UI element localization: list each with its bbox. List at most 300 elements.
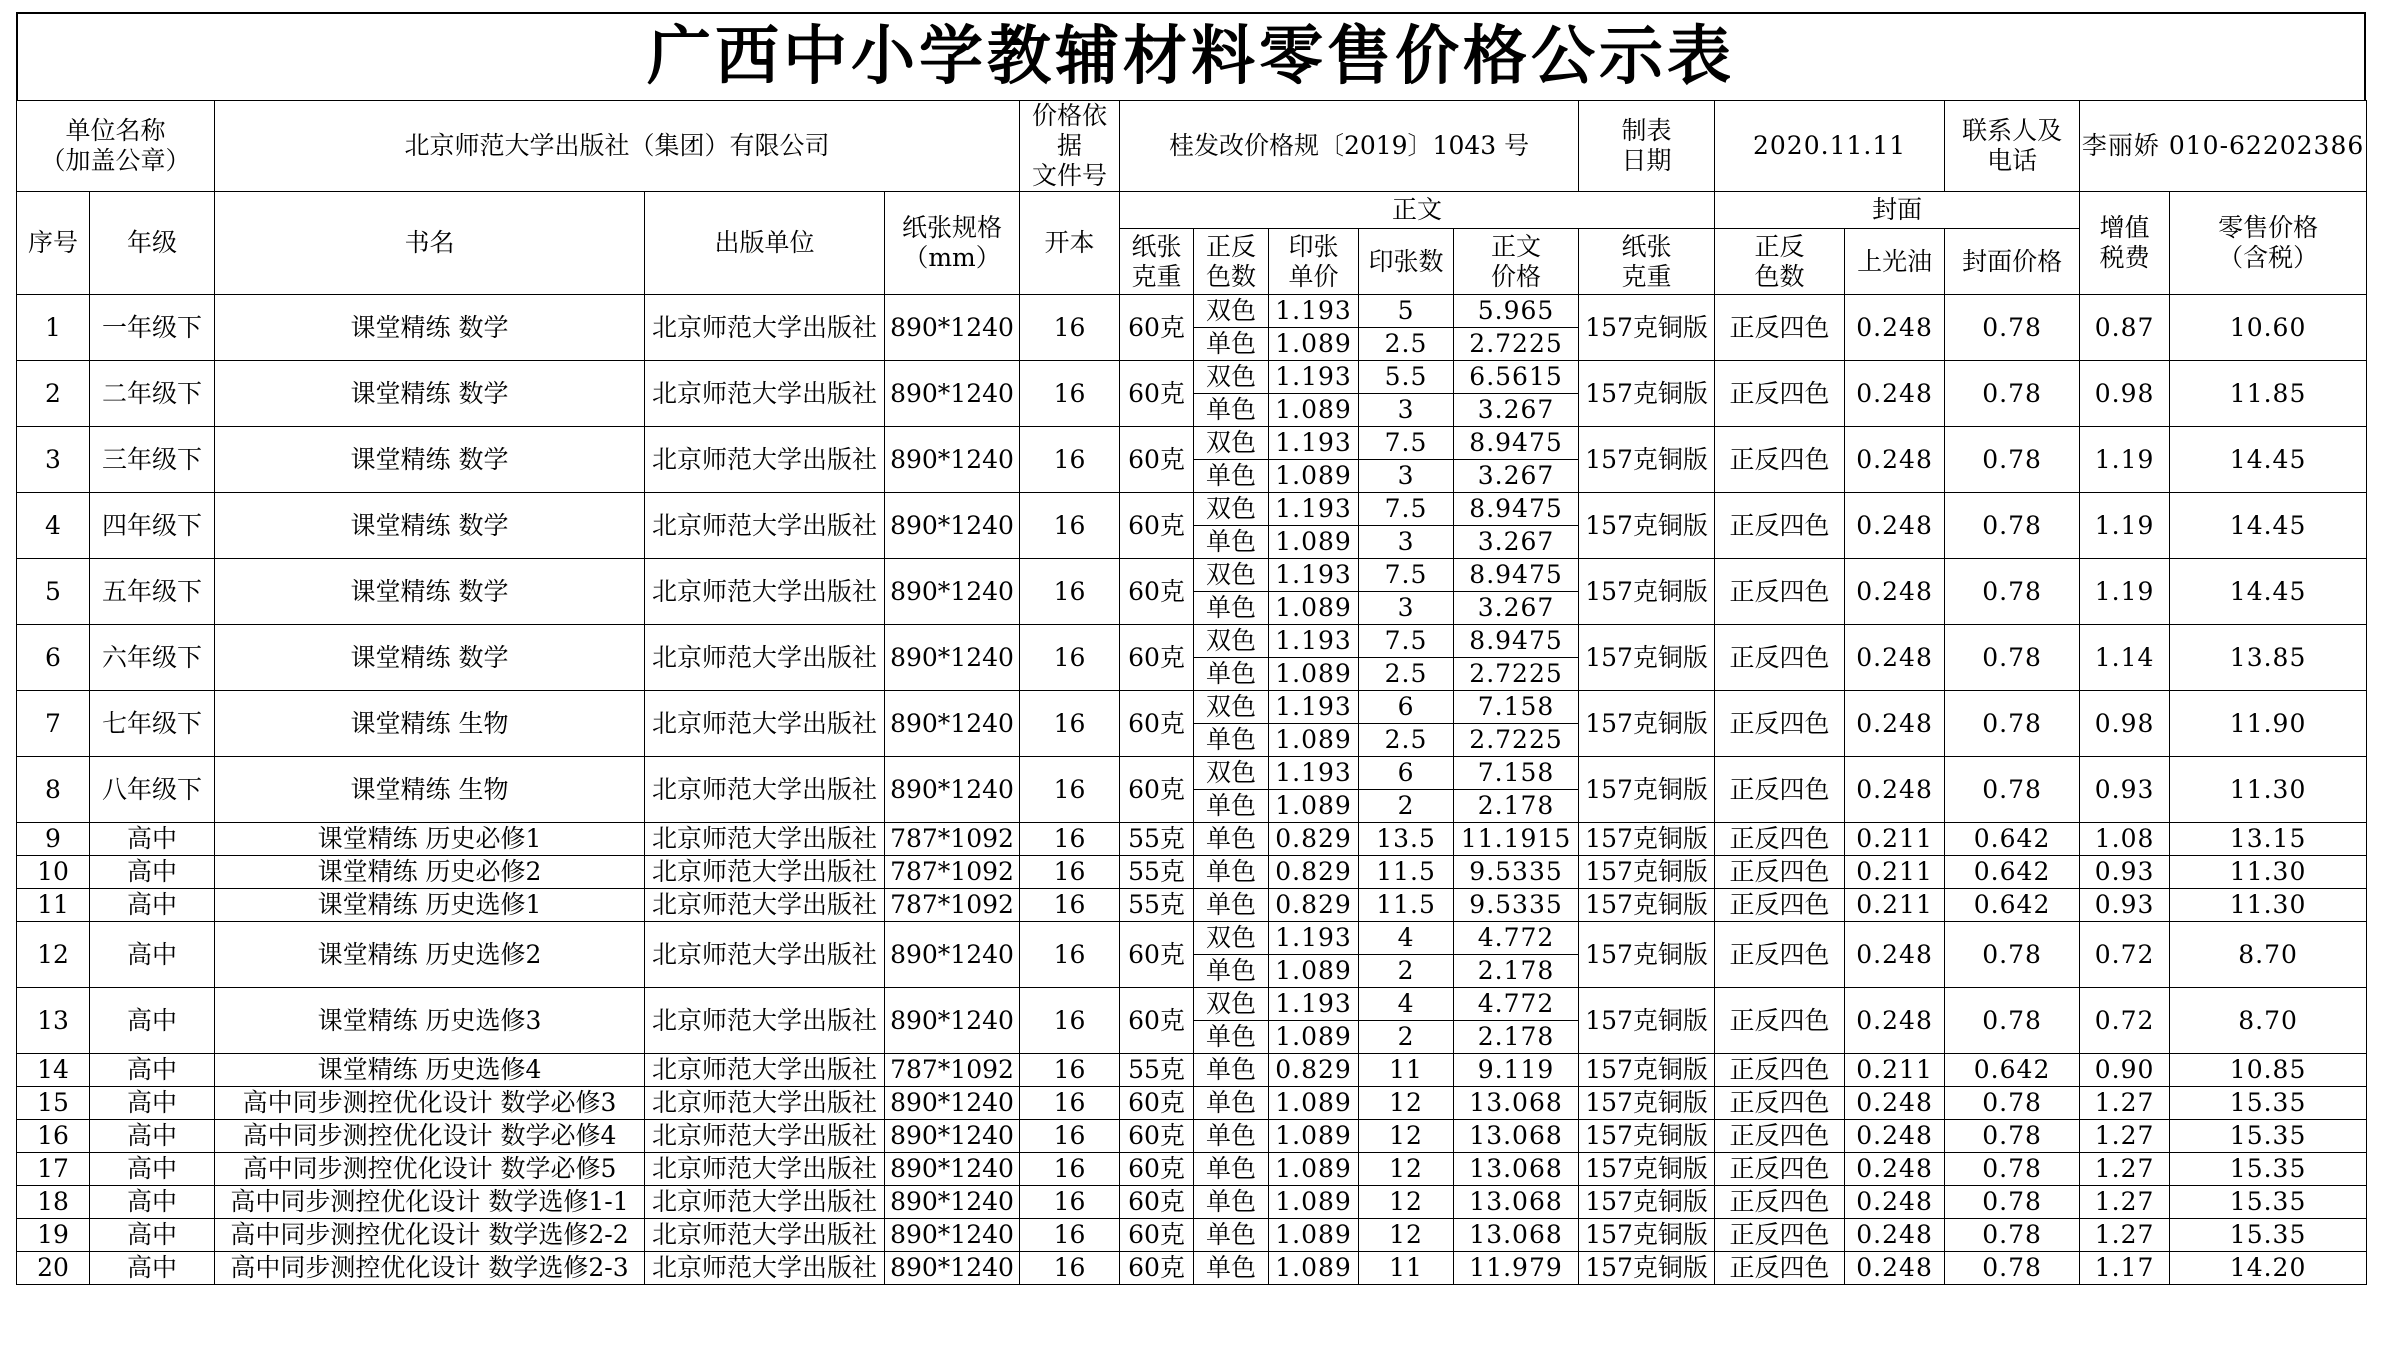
- cell-vat: 1.14: [2080, 625, 2170, 691]
- cell-gloss: 0.248: [1845, 559, 1945, 625]
- cell-unit-price: 1.089: [1269, 1219, 1359, 1252]
- header-format: 开本: [1020, 192, 1120, 295]
- cell-sheets: 11: [1359, 1054, 1454, 1087]
- cell-vat: 1.17: [2080, 1252, 2170, 1285]
- cell-cover-paper: 157克铜版: [1579, 625, 1715, 691]
- cell-body-price: 8.9475: [1454, 427, 1579, 460]
- price-basis-label: 价格依据 文件号: [1020, 101, 1120, 192]
- cell-body-gsm: 60克: [1120, 295, 1194, 361]
- cell-cover-color: 正反四色: [1715, 625, 1845, 691]
- cell-grade: 高中: [90, 1252, 215, 1285]
- cell-grade: 高中: [90, 922, 215, 988]
- cell-sheets: 11: [1359, 1252, 1454, 1285]
- cell-grade: 高中: [90, 889, 215, 922]
- cell-vat: 0.90: [2080, 1054, 2170, 1087]
- unit-label: 单位名称 （加盖公章）: [17, 101, 215, 192]
- header-body-color: 正反 色数: [1194, 229, 1269, 295]
- cell-cover-color: 正反四色: [1715, 889, 1845, 922]
- cell-body-gsm: 60克: [1120, 691, 1194, 757]
- cell-cover-paper: 157克铜版: [1579, 988, 1715, 1054]
- cell-format: 16: [1020, 757, 1120, 823]
- cell-format: 16: [1020, 295, 1120, 361]
- cell-sheets: 6: [1359, 757, 1454, 790]
- cell-body-color: 单色: [1194, 1252, 1269, 1285]
- cell-body-price: 4.772: [1454, 922, 1579, 955]
- cell-cover-color: 正反四色: [1715, 1252, 1845, 1285]
- cell-grade: 四年级下: [90, 493, 215, 559]
- cell-cover-paper: 157克铜版: [1579, 1219, 1715, 1252]
- header-vat: 增值 税费: [2080, 192, 2170, 295]
- cell-book: 课堂精练 历史选修1: [215, 889, 645, 922]
- cell-publisher: 北京师范大学出版社: [645, 361, 885, 427]
- cell-sheets: 12: [1359, 1219, 1454, 1252]
- cell-vat: 1.19: [2080, 559, 2170, 625]
- cell-body-price: 13.068: [1454, 1153, 1579, 1186]
- cell-format: 16: [1020, 427, 1120, 493]
- cell-vat: 0.72: [2080, 988, 2170, 1054]
- cell-book: 课堂精练 数学: [215, 493, 645, 559]
- cell-cover-color: 正反四色: [1715, 361, 1845, 427]
- cell-body-color: 双色: [1194, 988, 1269, 1021]
- cell-retail: 14.45: [2170, 493, 2367, 559]
- cell-sheets: 12: [1359, 1153, 1454, 1186]
- header-body-gsm: 纸张 克重: [1120, 229, 1194, 295]
- cell-body-color: 单色: [1194, 592, 1269, 625]
- cell-book: 高中同步测控优化设计 数学选修2-2: [215, 1219, 645, 1252]
- cell-paper-size: 890*1240: [885, 988, 1020, 1054]
- cell-body-price: 2.178: [1454, 790, 1579, 823]
- cell-book: 课堂精练 历史必修2: [215, 856, 645, 889]
- cell-sheets: 2: [1359, 955, 1454, 988]
- cell-retail: 11.90: [2170, 691, 2367, 757]
- cell-unit-price: 0.829: [1269, 823, 1359, 856]
- cell-cover-price: 0.642: [1945, 856, 2080, 889]
- cell-paper-size: 890*1240: [885, 691, 1020, 757]
- cell-book: 课堂精练 数学: [215, 559, 645, 625]
- cell-body-color: 双色: [1194, 427, 1269, 460]
- cell-body-color: 双色: [1194, 922, 1269, 955]
- cell-gloss: 0.248: [1845, 922, 1945, 988]
- cell-body-price: 7.158: [1454, 691, 1579, 724]
- cell-body-gsm: 60克: [1120, 757, 1194, 823]
- cell-seq: 13: [17, 988, 90, 1054]
- cell-format: 16: [1020, 493, 1120, 559]
- cell-body-color: 单色: [1194, 1120, 1269, 1153]
- header-cover-price: 封面价格: [1945, 229, 2080, 295]
- cell-body-price: 8.9475: [1454, 559, 1579, 592]
- price-table: [16, 100, 2367, 1285]
- cell-unit-price: 1.089: [1269, 658, 1359, 691]
- cell-unit-price: 1.193: [1269, 625, 1359, 658]
- cell-unit-price: 1.193: [1269, 427, 1359, 460]
- cell-seq: 19: [17, 1219, 90, 1252]
- cell-body-color: 单色: [1194, 1054, 1269, 1087]
- cell-body-color: 双色: [1194, 361, 1269, 394]
- cell-cover-color: 正反四色: [1715, 757, 1845, 823]
- cell-retail: 10.60: [2170, 295, 2367, 361]
- cell-book: 课堂精练 数学: [215, 427, 645, 493]
- cell-sheets: 2: [1359, 790, 1454, 823]
- cell-body-gsm: 55克: [1120, 889, 1194, 922]
- cell-paper-size: 890*1240: [885, 1153, 1020, 1186]
- cell-grade: 一年级下: [90, 295, 215, 361]
- cell-vat: 0.93: [2080, 757, 2170, 823]
- cell-cover-price: 0.78: [1945, 559, 2080, 625]
- header-body-price: 正文 价格: [1454, 229, 1579, 295]
- cell-sheets: 2.5: [1359, 724, 1454, 757]
- cell-sheets: 3: [1359, 526, 1454, 559]
- cell-body-color: 单色: [1194, 790, 1269, 823]
- cell-format: 16: [1020, 691, 1120, 757]
- table-row: [17, 1252, 2367, 1285]
- cell-body-color: 单色: [1194, 328, 1269, 361]
- cell-seq: 17: [17, 1153, 90, 1186]
- table-row: [17, 1120, 2367, 1153]
- cell-book: 课堂精练 数学: [215, 295, 645, 361]
- table-row: [17, 856, 2367, 889]
- cell-sheets: 2: [1359, 1021, 1454, 1054]
- cell-cover-color: 正反四色: [1715, 427, 1845, 493]
- cell-unit-price: 1.193: [1269, 361, 1359, 394]
- cell-cover-color: 正反四色: [1715, 1120, 1845, 1153]
- cell-retail: 13.15: [2170, 823, 2367, 856]
- cell-publisher: 北京师范大学出版社: [645, 427, 885, 493]
- table-row: [17, 1186, 2367, 1219]
- header-book: 书名: [215, 192, 645, 295]
- cell-format: 16: [1020, 361, 1120, 427]
- header-retail: 零售价格 （含税）: [2170, 192, 2367, 295]
- cell-paper-size: 890*1240: [885, 1219, 1020, 1252]
- cell-publisher: 北京师范大学出版社: [645, 625, 885, 691]
- cell-body-color: 单色: [1194, 1021, 1269, 1054]
- cell-format: 16: [1020, 1087, 1120, 1120]
- cell-seq: 5: [17, 559, 90, 625]
- cell-retail: 11.30: [2170, 889, 2367, 922]
- price-basis-value: 桂发改价格规〔2019〕1043 号: [1120, 101, 1579, 192]
- cell-sheets: 12: [1359, 1120, 1454, 1153]
- cell-book: 课堂精练 生物: [215, 691, 645, 757]
- table-row: [17, 988, 2367, 1021]
- table-row: [17, 1219, 2367, 1252]
- cell-paper-size: 787*1092: [885, 889, 1020, 922]
- cell-grade: 八年级下: [90, 757, 215, 823]
- cell-cover-paper: 157克铜版: [1579, 559, 1715, 625]
- cell-body-color: 单色: [1194, 658, 1269, 691]
- cell-seq: 8: [17, 757, 90, 823]
- cell-cover-paper: 157克铜版: [1579, 691, 1715, 757]
- cell-grade: 六年级下: [90, 625, 215, 691]
- cell-sheets: 11.5: [1359, 889, 1454, 922]
- cell-vat: 0.87: [2080, 295, 2170, 361]
- contact-value: 李丽娇 010-62202386: [2080, 101, 2367, 192]
- cell-cover-price: 0.78: [1945, 625, 2080, 691]
- cell-gloss: 0.248: [1845, 361, 1945, 427]
- cell-cover-paper: 157克铜版: [1579, 889, 1715, 922]
- header-unit-price: 印张 单价: [1269, 229, 1359, 295]
- cell-cover-paper: 157克铜版: [1579, 1087, 1715, 1120]
- cell-seq: 3: [17, 427, 90, 493]
- header-body-group: 正文: [1120, 192, 1715, 229]
- cell-cover-color: 正反四色: [1715, 295, 1845, 361]
- cell-body-color: 单色: [1194, 1087, 1269, 1120]
- cell-paper-size: 890*1240: [885, 559, 1020, 625]
- cell-cover-paper: 157克铜版: [1579, 823, 1715, 856]
- table-row: [17, 1054, 2367, 1087]
- cell-book: 高中同步测控优化设计 数学必修5: [215, 1153, 645, 1186]
- cell-seq: 2: [17, 361, 90, 427]
- table-row: [17, 889, 2367, 922]
- cell-grade: 七年级下: [90, 691, 215, 757]
- cell-unit-price: 0.829: [1269, 889, 1359, 922]
- table-row: [17, 559, 2367, 592]
- cell-seq: 6: [17, 625, 90, 691]
- cell-cover-paper: 157克铜版: [1579, 1153, 1715, 1186]
- cell-sheets: 11.5: [1359, 856, 1454, 889]
- cell-book: 高中同步测控优化设计 数学选修1-1: [215, 1186, 645, 1219]
- cell-gloss: 0.248: [1845, 493, 1945, 559]
- cell-seq: 20: [17, 1252, 90, 1285]
- cell-seq: 1: [17, 295, 90, 361]
- cell-retail: 15.35: [2170, 1087, 2367, 1120]
- cell-body-price: 8.9475: [1454, 493, 1579, 526]
- cell-body-color: 双色: [1194, 493, 1269, 526]
- cell-publisher: 北京师范大学出版社: [645, 1087, 885, 1120]
- cell-retail: 8.70: [2170, 922, 2367, 988]
- cell-publisher: 北京师范大学出版社: [645, 757, 885, 823]
- cell-gloss: 0.248: [1845, 1186, 1945, 1219]
- cell-vat: 0.93: [2080, 856, 2170, 889]
- cell-publisher: 北京师范大学出版社: [645, 1252, 885, 1285]
- cell-grade: 高中: [90, 1219, 215, 1252]
- cell-vat: 1.08: [2080, 823, 2170, 856]
- cell-gloss: 0.248: [1845, 1120, 1945, 1153]
- cell-cover-paper: 157克铜版: [1579, 922, 1715, 988]
- cell-cover-color: 正反四色: [1715, 988, 1845, 1054]
- cell-book: 课堂精练 历史必修1: [215, 823, 645, 856]
- cell-publisher: 北京师范大学出版社: [645, 922, 885, 988]
- cell-paper-size: 890*1240: [885, 493, 1020, 559]
- cell-grade: 高中: [90, 1087, 215, 1120]
- cell-unit-price: 1.193: [1269, 757, 1359, 790]
- cell-unit-price: 1.089: [1269, 328, 1359, 361]
- cell-seq: 10: [17, 856, 90, 889]
- header-seq: 序号: [17, 192, 90, 295]
- cell-body-gsm: 60克: [1120, 493, 1194, 559]
- cell-body-price: 11.1915: [1454, 823, 1579, 856]
- header-cover-group: 封面: [1715, 192, 2080, 229]
- cell-sheets: 4: [1359, 988, 1454, 1021]
- cell-format: 16: [1020, 988, 1120, 1054]
- cell-body-price: 3.267: [1454, 592, 1579, 625]
- cell-grade: 高中: [90, 856, 215, 889]
- cell-cover-color: 正反四色: [1715, 1054, 1845, 1087]
- cell-cover-price: 0.78: [1945, 757, 2080, 823]
- cell-body-price: 9.5335: [1454, 856, 1579, 889]
- cell-unit-price: 1.089: [1269, 1120, 1359, 1153]
- cell-publisher: 北京师范大学出版社: [645, 889, 885, 922]
- cell-paper-size: 890*1240: [885, 757, 1020, 823]
- cell-body-gsm: 60克: [1120, 1186, 1194, 1219]
- cell-body-price: 2.7225: [1454, 724, 1579, 757]
- cell-cover-paper: 157克铜版: [1579, 1186, 1715, 1219]
- cell-body-price: 3.267: [1454, 526, 1579, 559]
- cell-body-price: 3.267: [1454, 460, 1579, 493]
- cell-paper-size: 890*1240: [885, 1120, 1020, 1153]
- cell-retail: 10.85: [2170, 1054, 2367, 1087]
- cell-gloss: 0.248: [1845, 1252, 1945, 1285]
- cell-body-price: 2.7225: [1454, 328, 1579, 361]
- cell-body-gsm: 55克: [1120, 856, 1194, 889]
- cell-cover-color: 正反四色: [1715, 691, 1845, 757]
- cell-body-gsm: 60克: [1120, 1252, 1194, 1285]
- cell-book: 课堂精练 数学: [215, 625, 645, 691]
- cell-unit-price: 1.089: [1269, 1087, 1359, 1120]
- cell-format: 16: [1020, 1120, 1120, 1153]
- cell-body-gsm: 60克: [1120, 625, 1194, 691]
- cell-unit-price: 1.089: [1269, 394, 1359, 427]
- cell-cover-paper: 157克铜版: [1579, 493, 1715, 559]
- cell-cover-price: 0.78: [1945, 922, 2080, 988]
- cell-gloss: 0.248: [1845, 1219, 1945, 1252]
- cell-retail: 15.35: [2170, 1186, 2367, 1219]
- cell-paper-size: 890*1240: [885, 1186, 1020, 1219]
- cell-cover-color: 正反四色: [1715, 1186, 1845, 1219]
- cell-gloss: 0.248: [1845, 988, 1945, 1054]
- cell-body-color: 单色: [1194, 724, 1269, 757]
- cell-cover-color: 正反四色: [1715, 1153, 1845, 1186]
- cell-unit-price: 1.089: [1269, 1252, 1359, 1285]
- cell-body-gsm: 60克: [1120, 1120, 1194, 1153]
- cell-gloss: 0.248: [1845, 295, 1945, 361]
- cell-sheets: 4: [1359, 922, 1454, 955]
- cell-cover-paper: 157克铜版: [1579, 757, 1715, 823]
- cell-retail: 8.70: [2170, 988, 2367, 1054]
- header-paper-size: 纸张规格 （mm）: [885, 192, 1020, 295]
- cell-vat: 1.27: [2080, 1120, 2170, 1153]
- cell-cover-color: 正反四色: [1715, 1087, 1845, 1120]
- cell-cover-paper: 157克铜版: [1579, 361, 1715, 427]
- cell-cover-price: 0.78: [1945, 1087, 2080, 1120]
- cell-retail: 15.35: [2170, 1153, 2367, 1186]
- cell-retail: 14.20: [2170, 1252, 2367, 1285]
- cell-unit-price: 1.089: [1269, 1021, 1359, 1054]
- cell-sheets: 3: [1359, 460, 1454, 493]
- cell-sheets: 7.5: [1359, 493, 1454, 526]
- cell-body-color: 单色: [1194, 856, 1269, 889]
- header-cover-color: 正反 色数: [1715, 229, 1845, 295]
- cell-format: 16: [1020, 922, 1120, 988]
- cell-publisher: 北京师范大学出版社: [645, 1186, 885, 1219]
- cell-body-gsm: 55克: [1120, 1054, 1194, 1087]
- cell-format: 16: [1020, 1054, 1120, 1087]
- cell-sheets: 5.5: [1359, 361, 1454, 394]
- cell-cover-price: 0.642: [1945, 889, 2080, 922]
- header-cover-paper: 纸张 克重: [1579, 229, 1715, 295]
- cell-format: 16: [1020, 1219, 1120, 1252]
- cell-book: 课堂精练 历史选修4: [215, 1054, 645, 1087]
- cell-unit-price: 1.089: [1269, 1186, 1359, 1219]
- cell-publisher: 北京师范大学出版社: [645, 1120, 885, 1153]
- date-label: 制表 日期: [1579, 101, 1715, 192]
- cell-cover-price: 0.78: [1945, 691, 2080, 757]
- cell-body-color: 双色: [1194, 559, 1269, 592]
- header-grade: 年级: [90, 192, 215, 295]
- cell-unit-price: 1.089: [1269, 1153, 1359, 1186]
- cell-vat: 1.27: [2080, 1087, 2170, 1120]
- cell-vat: 1.27: [2080, 1153, 2170, 1186]
- cell-seq: 18: [17, 1186, 90, 1219]
- contact-label: 联系人及 电话: [1945, 101, 2080, 192]
- cell-cover-paper: 157克铜版: [1579, 1252, 1715, 1285]
- cell-cover-color: 正反四色: [1715, 493, 1845, 559]
- cell-book: 课堂精练 历史选修3: [215, 988, 645, 1054]
- cell-cover-price: 0.78: [1945, 295, 2080, 361]
- cell-unit-price: 1.089: [1269, 460, 1359, 493]
- cell-grade: 高中: [90, 1054, 215, 1087]
- cell-vat: 0.93: [2080, 889, 2170, 922]
- cell-cover-color: 正反四色: [1715, 856, 1845, 889]
- cell-unit-price: 0.829: [1269, 1054, 1359, 1087]
- cell-body-color: 双色: [1194, 625, 1269, 658]
- cell-grade: 二年级下: [90, 361, 215, 427]
- header-row-1: [17, 192, 2367, 229]
- cell-vat: 1.27: [2080, 1186, 2170, 1219]
- cell-unit-price: 1.193: [1269, 691, 1359, 724]
- cell-cover-price: 0.78: [1945, 1120, 2080, 1153]
- table-row: [17, 295, 2367, 328]
- table-row: [17, 691, 2367, 724]
- cell-publisher: 北京师范大学出版社: [645, 691, 885, 757]
- cell-seq: 15: [17, 1087, 90, 1120]
- cell-body-price: 13.068: [1454, 1087, 1579, 1120]
- cell-publisher: 北京师范大学出版社: [645, 493, 885, 559]
- table-row: [17, 427, 2367, 460]
- cell-cover-color: 正反四色: [1715, 1219, 1845, 1252]
- cell-format: 16: [1020, 1252, 1120, 1285]
- cell-body-color: 单色: [1194, 526, 1269, 559]
- cell-sheets: 12: [1359, 1186, 1454, 1219]
- cell-cover-price: 0.78: [1945, 988, 2080, 1054]
- cell-cover-paper: 157克铜版: [1579, 1054, 1715, 1087]
- cell-gloss: 0.248: [1845, 691, 1945, 757]
- cell-seq: 14: [17, 1054, 90, 1087]
- cell-retail: 11.30: [2170, 757, 2367, 823]
- cell-unit-price: 1.193: [1269, 493, 1359, 526]
- cell-body-color: 单色: [1194, 1219, 1269, 1252]
- cell-body-price: 2.178: [1454, 1021, 1579, 1054]
- cell-seq: 7: [17, 691, 90, 757]
- cell-grade: 五年级下: [90, 559, 215, 625]
- cell-cover-paper: 157克铜版: [1579, 427, 1715, 493]
- cell-seq: 12: [17, 922, 90, 988]
- cell-body-price: 9.119: [1454, 1054, 1579, 1087]
- cell-publisher: 北京师范大学出版社: [645, 1153, 885, 1186]
- table-row: [17, 1087, 2367, 1120]
- cell-sheets: 6: [1359, 691, 1454, 724]
- cell-cover-paper: 157克铜版: [1579, 1120, 1715, 1153]
- cell-paper-size: 890*1240: [885, 625, 1020, 691]
- cell-unit-price: 1.193: [1269, 922, 1359, 955]
- cell-sheets: 3: [1359, 592, 1454, 625]
- cell-cover-price: 0.78: [1945, 1153, 2080, 1186]
- header-gloss: 上光油: [1845, 229, 1945, 295]
- cell-cover-price: 0.642: [1945, 1054, 2080, 1087]
- cell-body-price: 9.5335: [1454, 889, 1579, 922]
- cell-body-gsm: 60克: [1120, 559, 1194, 625]
- table-row: [17, 493, 2367, 526]
- cell-sheets: 12: [1359, 1087, 1454, 1120]
- header-sheets: 印张数: [1359, 229, 1454, 295]
